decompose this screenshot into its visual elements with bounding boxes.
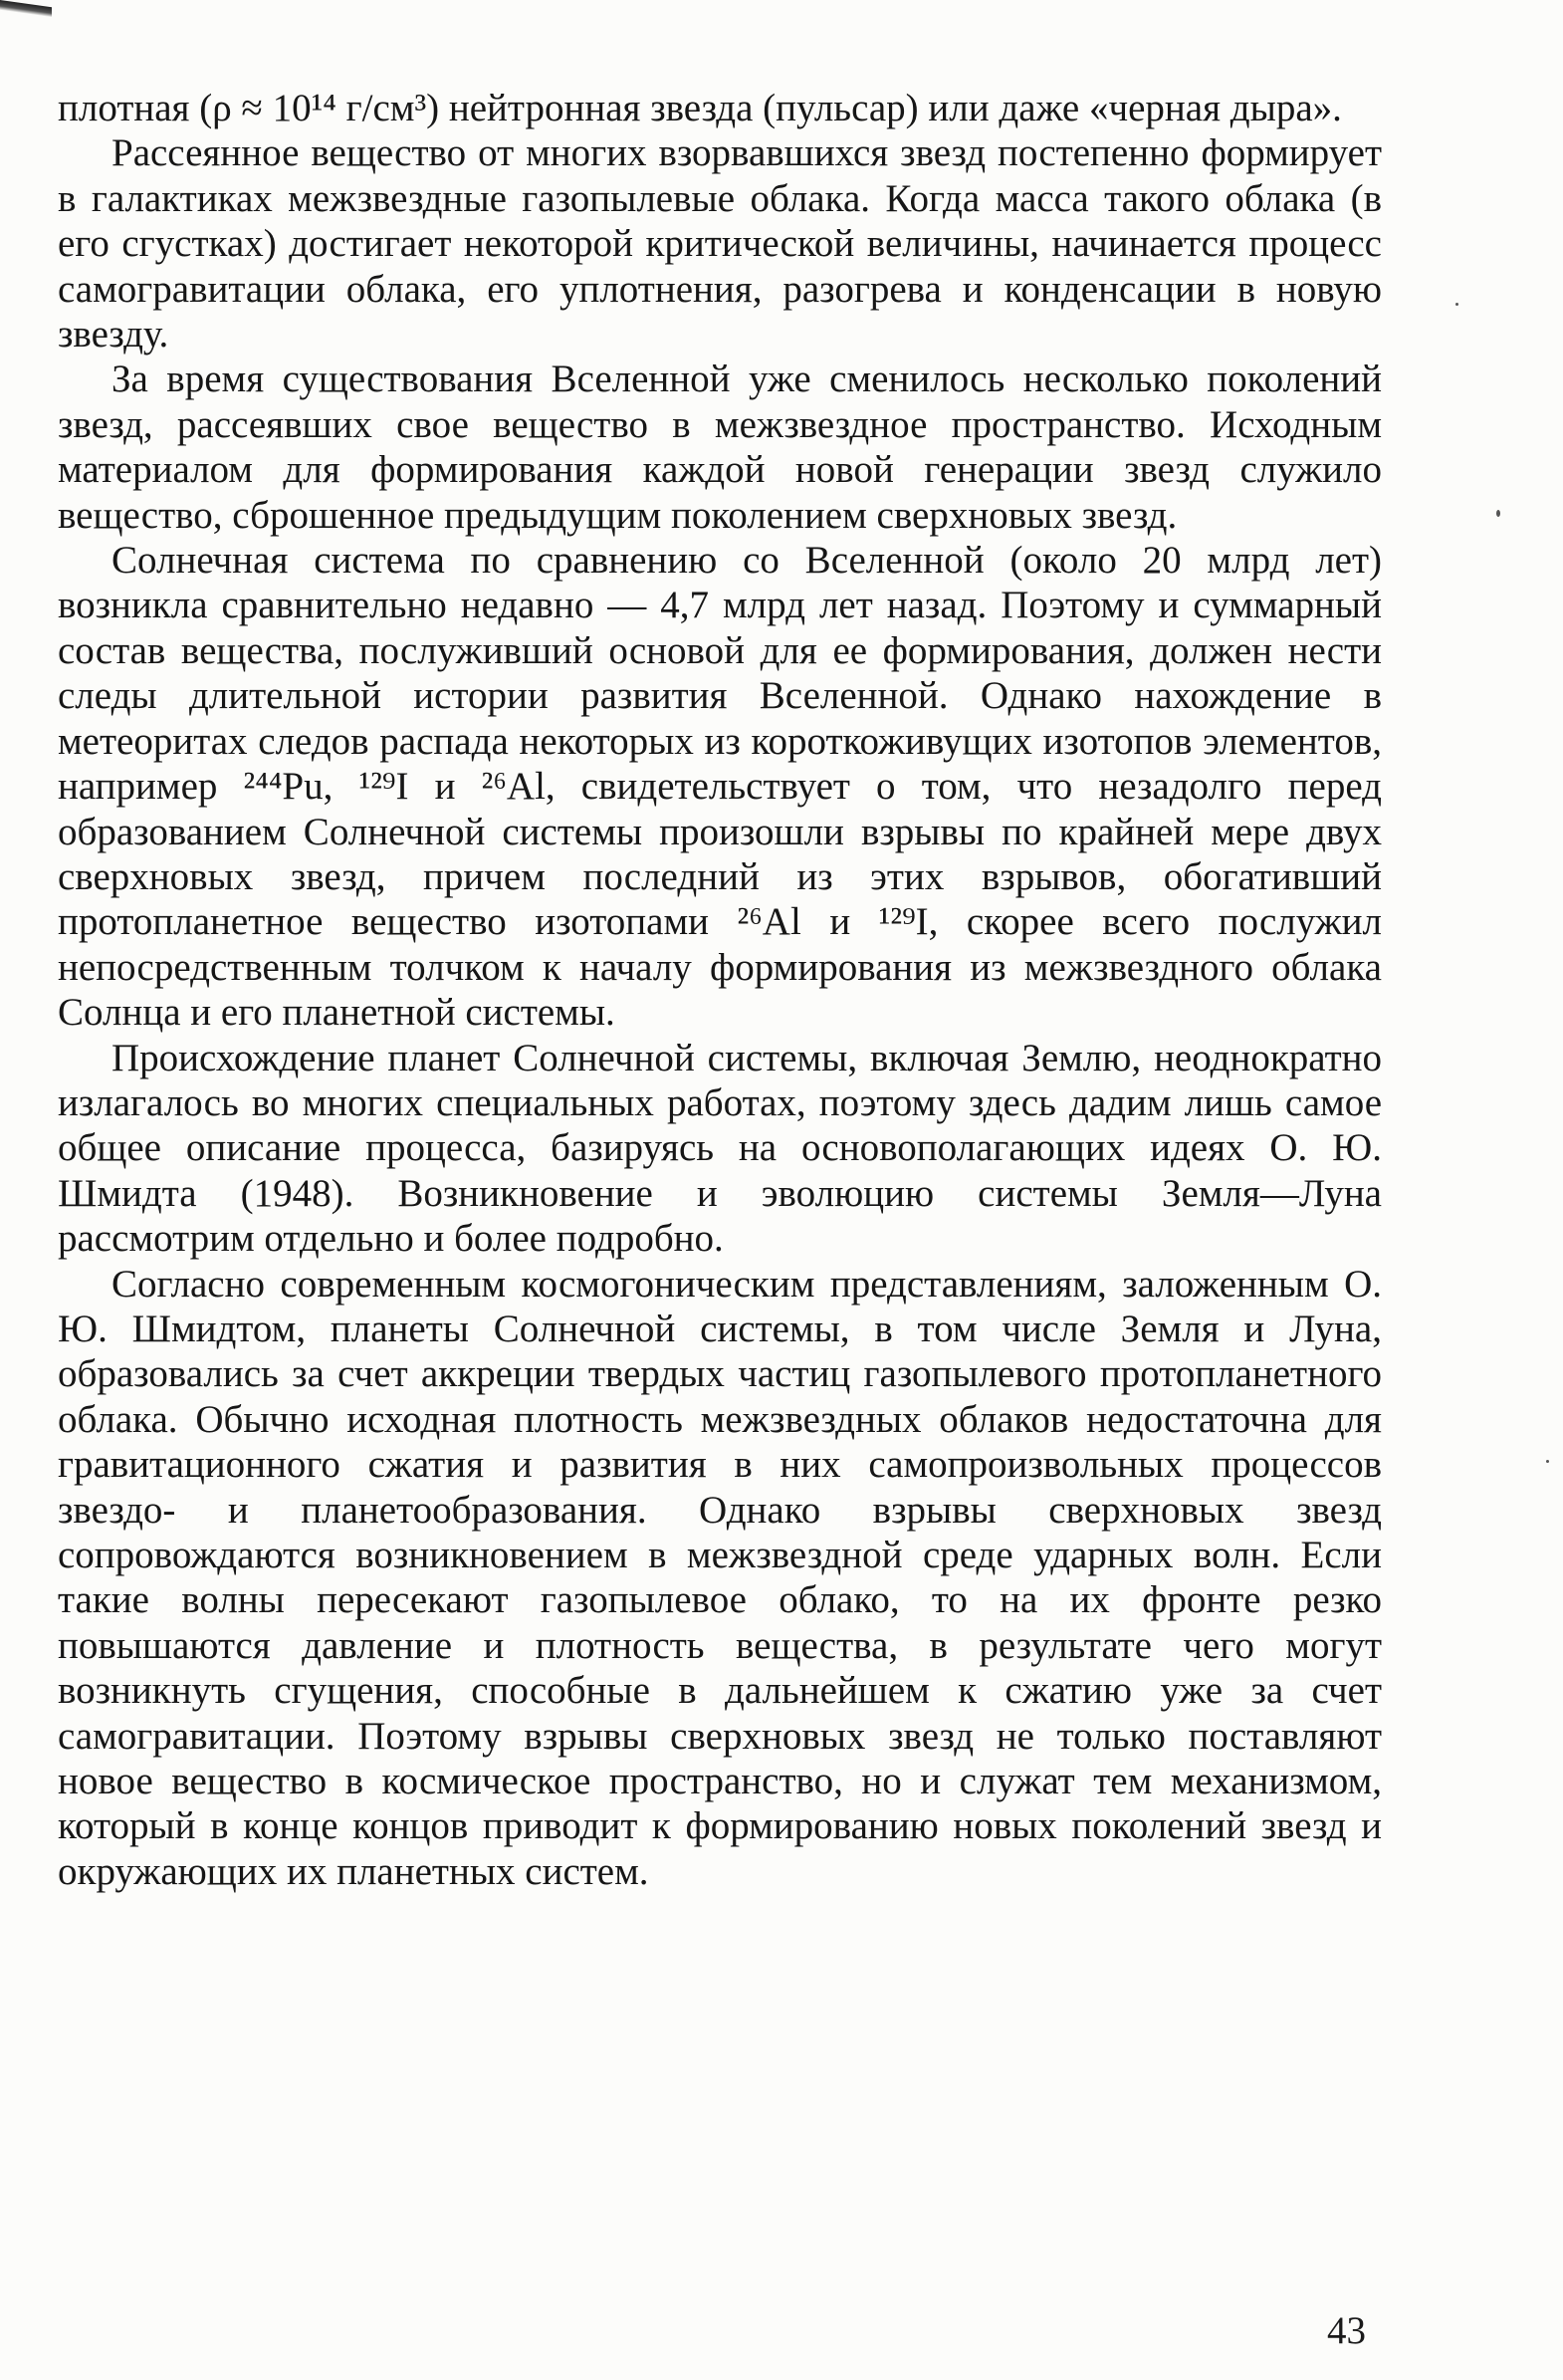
page-number: 43	[1327, 2309, 1366, 2352]
scan-artifact	[0, 0, 52, 17]
paragraph: Происхождение планет Солнечной системы, включая Землю, неоднократно излагалось во многих специальных работах, поэтому здесь дадим лишь самое общее описание процесса, базируясь на основополагающих идеях О. Ю. Шмидта (1948). Возникновение и эволюцию системы Земля—Луна рассмотрим отдельно и более подробно.	[58, 1036, 1382, 1261]
paragraph: Рассеянное вещество от многих взорвавшихся звезд постепенно формирует в галактиках межзвездные газопылевые облака. Когда масса такого облака (в его сгустках) достигает некоторой критической величины, начинается процесс самогравитации облака, его уплотнения, разогрева и конденсации в новую звезду.	[58, 131, 1382, 357]
scan-speck	[1496, 510, 1500, 517]
paragraph: плотная (ρ ≈ 10¹⁴ г/см³) нейтронная звезда (пульсар) или даже «черная дыра».	[58, 87, 1342, 129]
paragraph: Солнечная система по сравнению со Вселенной (около 20 млрд лет) возникла сравнительно недавно — 4,7 млрд лет назад. Поэтому и суммарный состав вещества, послуживший основой для ее формирования, должен нести следы длительной истории развития Вселенной. Однако нахождение в метеоритах следов распада некоторых из короткоживущих изотопов элементов, например ²⁴⁴Pu, ¹²⁹I и ²⁶Al, свидетельствует о том, что незадолго перед образованием Солнечной системы произошли взрывы по крайней мере двух сверхновых звезд, причем последний из этих взрывов, обогативший протопланетное вещество изотопами ²⁶Al и ¹²⁹I, скорее всего послужил непосредственным толчком к началу формирования из межзвездного облака Солнца и его планетной системы.	[58, 539, 1382, 1035]
paragraph: Согласно современным космогоническим представлениям, заложенным О. Ю. Шмидтом, планеты Солнечной системы, в том числе Земля и Луна, образовались за счет аккреции твердых частиц газопылевого протопланетного облака. Обычно исходная плотность межзвездных облаков недостаточна для гравитационного сжатия и развития в них самопроизвольных процессов звездо- и планетообразования. Однако взрывы сверхновых звезд сопровождаются возникновением в межзвездной среде ударных волн. Если такие волны пересекают газопылевое облако, то на их фронте резко повышаются давление и плотность вещества, в результате чего могут возникнуть сгущения, способные в дальнейшем к сжатию уже за счет самогравитации. Поэтому взрывы сверхновых звезд не только поставляют новое вещество в космическое пространство, но и служат тем механизмом, который в конце концов приводит к формированию новых поколений звезд и окружающих их планетных систем.	[58, 1262, 1382, 1893]
scan-speck	[1455, 303, 1458, 306]
paragraph: За время существования Вселенной уже сменилось несколько поколений звезд, рассеявших свое вещество в межзвездное пространство. Исходным материалом для формирования каждой новой генерации звезд служило вещество, сброшенное предыдущим поколением сверхновых звезд.	[58, 357, 1382, 537]
body-text	[58, 86, 1382, 1894]
scan-speck	[1546, 1460, 1549, 1463]
